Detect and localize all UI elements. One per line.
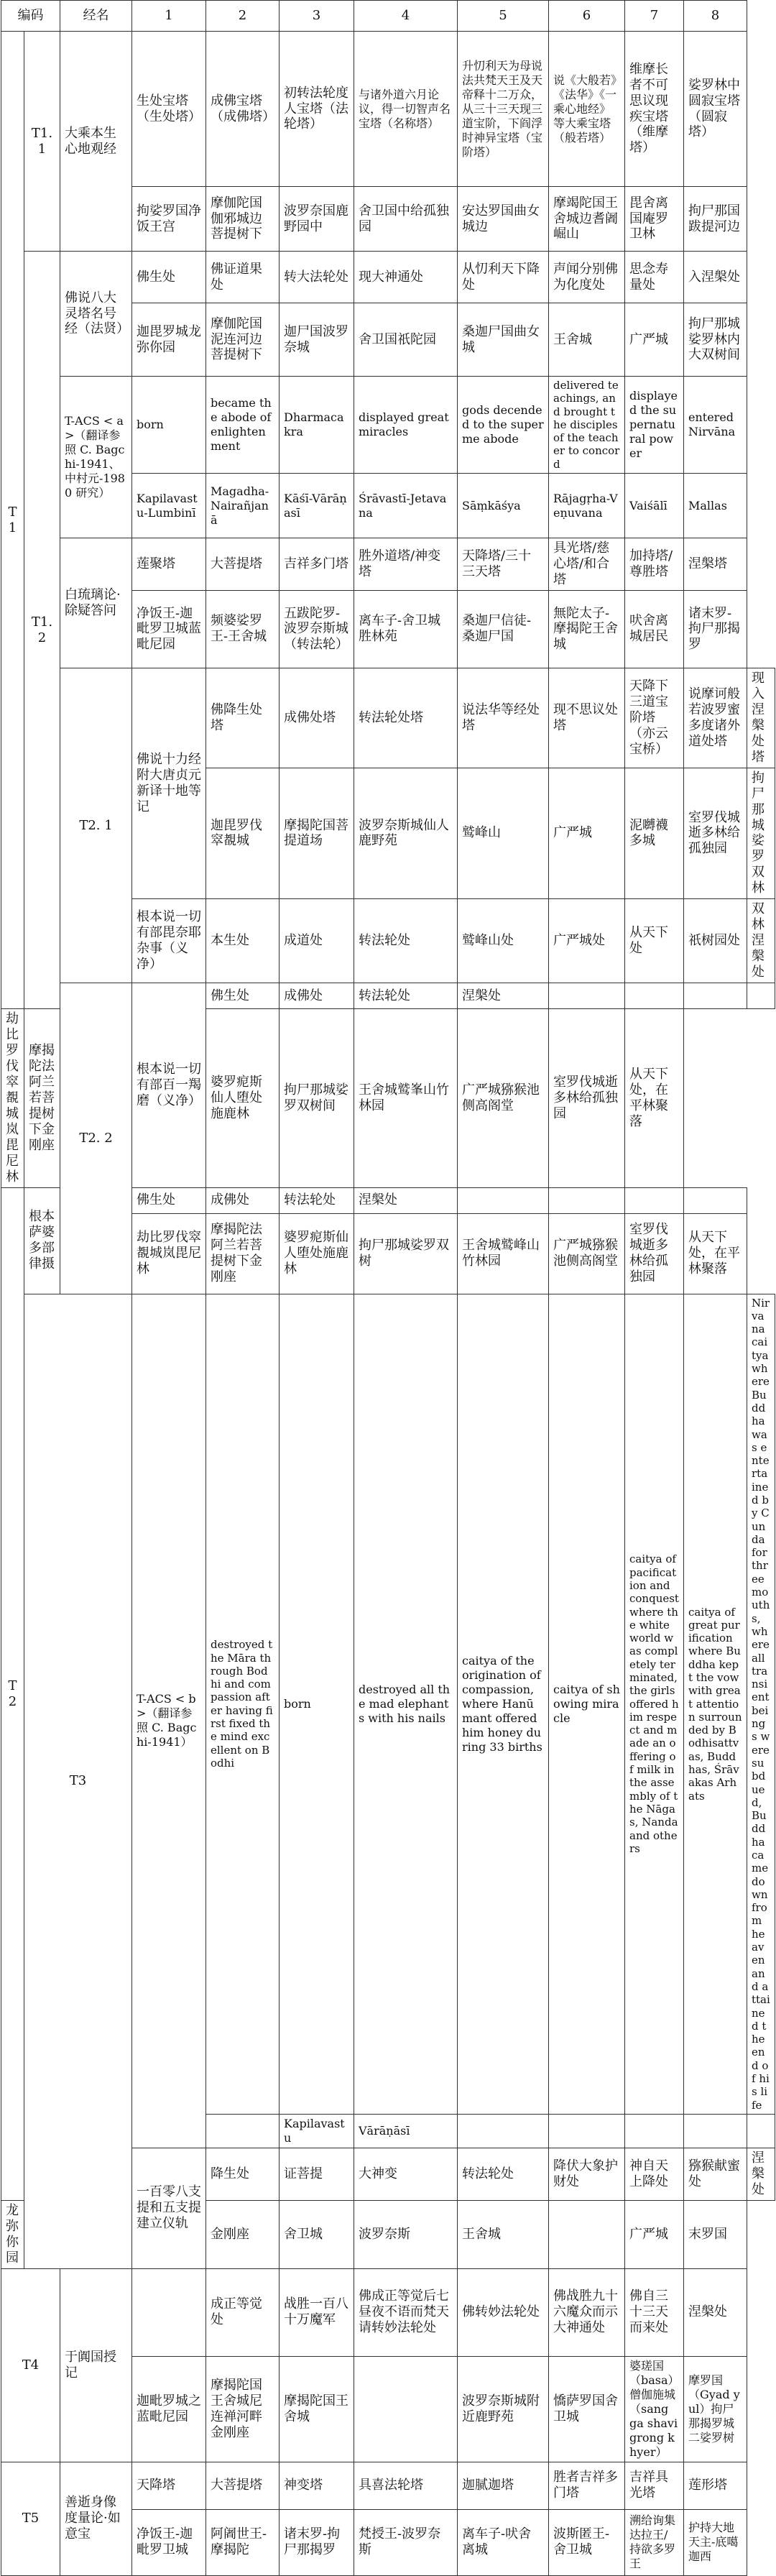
table-cell: displayed great miracles [354,377,458,474]
table-cell: 金刚座 [206,2200,280,2268]
table-cell: 王舍城鹫峯山竹林园 [354,1009,458,1187]
subgroup-label: T1. 2 [24,252,60,1009]
table-cell: 涅槃塔 [684,538,747,591]
table-cell: Magadha-Nairañjanā [206,474,280,538]
table-cell: 说法华等经处塔 [458,668,549,768]
table-cell: 加持塔/尊胜塔 [625,538,684,591]
table-cell: 大菩提塔 [206,538,280,591]
table-cell: Nirvana caitya where Buddha was entertained by Cunda for three mouths, where all transient beings were subdued, Buddha came down from heaven and attained the end of his life [747,1294,775,2114]
table-cell: 证菩提 [280,2148,354,2200]
table-cell: Dharmacakra [280,377,354,474]
table-cell: 室罗伐城逝多林给孤独园 [625,1213,684,1294]
table-cell [684,1187,747,1213]
table-cell: gods decended to the superme abode [458,377,549,474]
table-cell: 初转法轮度人宝塔（法轮塔） [280,32,354,187]
table-cell: 波斯匿王-舍卫城 [549,2509,625,2575]
table-cell: Kapilavastu [280,2114,354,2148]
table-cell: 降生处 [206,2148,280,2200]
header-col: 6 [549,1,625,32]
header-row [1,1,775,32]
table-cell [458,2114,549,2148]
table-row [1,377,775,474]
table-cell: 摩揭陀国王舍城 [280,2356,354,2462]
table-cell: 护持大地天主-底噶迦西 [684,2509,747,2575]
table-cell: 劫比罗伐窣覩城岚毘尼林 [132,1213,206,1294]
table-cell: 广严城猕猴池侧高阁堂 [458,1009,549,1187]
table-cell: 降伏大象护财处 [549,2148,625,2200]
table-cell: Kapilavastu-Lumbinī [132,474,206,538]
table-cell [625,983,684,1009]
table-cell: 天降塔 [132,2462,206,2509]
stupa-comparison-table [1,0,775,2576]
source-title: 佛说八大灵塔名号经（法贤） [60,252,132,377]
table-cell: 摩伽陀国伽邪城边菩提树下 [206,187,280,252]
table-cell: 佛生处 [132,1187,206,1213]
table-cell: 成正等觉处 [206,2268,280,2356]
table-cell: 说摩诃般若波罗蜜多度诸外道处塔 [684,668,747,768]
table-cell: 王舍城 [458,2200,549,2268]
table-cell: 佛战胜九十六魔众而示大神通处 [549,2268,625,2356]
table-cell: 迦毘罗伐窣覩城 [206,768,280,899]
table-cell: 生处宝塔（生处塔） [132,32,206,187]
header-sutra: 经名 [60,1,132,32]
table-cell: 大神变 [354,2148,458,2200]
table-cell: 思念寿量处 [625,252,684,303]
table-cell: 拘娑罗国净饭王宫 [132,187,206,252]
table-cell: displayed the supernatural power [625,377,684,474]
table-cell: 波罗奈国鹿野园中 [280,187,354,252]
table-cell: 转法轮处塔 [354,668,458,768]
table-cell: 离车子-舍卫城胜林苑 [354,590,458,668]
table-cell: 吠舍离城居民 [625,590,684,668]
table-cell: 迦尸国波罗奈城 [280,303,354,377]
table-cell [458,1187,549,1213]
table-cell: 吉祥具光塔 [625,2462,684,2509]
table-cell: 从天下处 [625,899,684,983]
table-cell: 胜者吉祥多门塔 [549,2462,625,2509]
table-cell: 神自天上降处 [625,2148,684,2200]
table-cell: 净饭王-迦毗罗卫城 [132,2509,206,2575]
table-cell: Rājagṛha-Veṇuvana [549,474,625,538]
table-cell [684,983,747,1009]
table-cell: 拘尸那城娑罗林内大双树间 [684,303,747,377]
table-cell: 具光塔/慈心塔/和合塔 [549,538,625,591]
table-cell: 波罗奈斯城附近鹿野苑 [458,2356,549,2462]
table-cell: born [280,1294,354,2114]
table-cell: 从忉利天下降处 [458,252,549,303]
table-cell: 广严城 [625,303,684,377]
table-row [1,538,775,591]
table-cell: 拘尸那城娑罗双林 [747,768,775,899]
table-cell: 五跋陀罗-波罗奈斯城（转法轮） [280,590,354,668]
table-cell: 婆瑳国（basa）僧伽施城（sang ga shavi grong khyer） [625,2356,684,2462]
table-cell: 具喜法轮塔 [354,2462,458,2509]
source-title: 于阗国授记 [60,2268,132,2462]
table-row [1,1294,775,2114]
table-cell: 梵授王-波罗奈斯 [354,2509,458,2575]
source-title: 一百零八支提和五支提建立仪轨 [132,2148,206,2268]
table-cell: 祇树园处 [684,899,747,983]
table-cell: 桑迦尸国曲女城 [458,303,549,377]
table-row [1,983,775,1009]
table-cell: 室罗伐城逝多林给孤独园 [684,768,747,899]
table-cell: 鹫峰山 [458,768,549,899]
table-cell: 拘尸那城娑罗双树间 [280,1009,354,1187]
table-cell: 从天下处，在平林聚落 [684,1213,747,1294]
table-cell: 转大法轮处 [280,252,354,303]
table-cell: 鹫峰山处 [458,899,549,983]
table-cell: 拘尸那国跋提河边 [684,187,747,252]
table-cell: 龙弥你园 [1,2200,24,2268]
table-cell: 泥嚩襪多城 [625,768,684,899]
table-cell: 神变塔 [280,2462,354,2509]
table-cell: 战胜一百八十万魔军 [280,2268,354,2356]
table-cell: 成佛处 [206,1187,280,1213]
table-cell [549,1187,625,1213]
table-cell: 维摩长者不可思议现疾宝塔（维摩塔） [625,32,684,187]
table-cell [747,2114,775,2148]
table-cell: entered Nirvāna [684,377,747,474]
table-cell: born [132,377,206,474]
table-cell: 与诸外道六月论议，得一切智声名宝塔（名称塔） [354,32,458,187]
table-cell: 毘舍离国庵罗卫林 [625,187,684,252]
table-cell: 入涅槃处 [684,252,747,303]
table-cell: 安达罗国曲女城边 [458,187,549,252]
table-cell: caitya of pacification and conquest where the white world was completely terminated, the girls offered him respect and made an offering of milk in the assembly of the Nāgas, Nanda and others [625,1294,684,2114]
table-cell: 转法轮处 [458,2148,549,2200]
group-label: T4 [1,2268,60,2462]
table-cell [684,2114,747,2148]
table-cell: 升忉利天为母说法共梵天王及天帝释十二万众，从三十三天现三道宝阶，下阎浮时神异宝塔（宝阶塔） [458,32,549,187]
table-cell: 舍卫国中给孤独园 [354,187,458,252]
table-cell: Vārāṇāsī [354,2114,458,2148]
table-cell: 声闻分别佛为化度处 [549,252,625,303]
table-row [1,252,775,303]
table-cell: 成道处 [280,899,354,983]
source-title: T-ACS < a >（翻译参照 C. Bagchi-1941、中村元-1980 研究） [60,377,132,538]
table-cell: 迦腻迦塔 [458,2462,549,2509]
table-cell: 摩揭陀法阿兰若菩提树下金刚座 [206,1213,280,1294]
table-cell: 桑迦尸信徒-桑迦尸国 [458,590,549,668]
table-cell: delivered teachings, and brought the disciples of the teacher to concord [549,377,625,474]
table-cell: 舍卫城 [280,2200,354,2268]
source-title: 大乘本生心地观经 [60,32,132,252]
source-title: 白琉璃论·除疑答问 [60,538,132,668]
table-row [1,32,775,187]
table-cell: 广严城处 [549,899,625,983]
header-code: 编码 [1,1,60,32]
header-col: 2 [206,1,280,32]
table-cell: 成佛处塔 [280,668,354,768]
group-label: T5 [1,2462,60,2575]
table-cell: 末罗国 [684,2200,747,2268]
table-cell: 诸末罗-拘尸那揭罗 [684,590,747,668]
table-cell: 溯给询集达拉王/持欲多罗王 [625,2509,684,2575]
table-cell: 诸末罗-拘尸那揭罗 [280,2509,354,2575]
table-cell: 净饭王-迦毗罗卫城蓝毗尼园 [132,590,206,668]
table-cell: 婆罗痆斯仙人堕处施鹿林 [280,1213,354,1294]
table-cell: 摩揭陀国菩提道场 [280,768,354,899]
table-cell [354,2356,458,2462]
table-cell [549,983,625,1009]
table-cell: 转法轮处 [280,1187,354,1213]
table-cell [549,2114,625,2148]
table-cell: 双林涅槃处 [747,899,775,983]
table-row [1,668,775,768]
table-cell: 佛证道果处 [206,252,280,303]
table-cell: 离车子-吠舍离城 [458,2509,549,2575]
table-cell: 佛成正等觉后七昼夜不语而梵天请转妙法轮处 [354,2268,458,2356]
table-cell: 摩竭陀国王舍城边耆阇崛山 [549,187,625,252]
table-cell: 摩揭陀法阿兰若菩提树下金刚座 [24,1009,60,1187]
table-cell: 佛降生处塔 [206,668,280,768]
table-cell: destroyed the Māra through Bodhi and compassion after having first fixed the mind excellent on Bodhi [206,1294,280,2114]
table-cell: 转法轮处 [354,899,458,983]
table-cell: 涅槃处 [354,1187,458,1213]
table-cell: 阿阇世王-摩揭陀 [206,2509,280,2575]
table-cell: 广严城 [625,2200,684,2268]
source-title: T-ACS < b >（翻译参照 C. Bagchi-1941） [132,1294,206,2148]
table-cell [625,1187,684,1213]
table-cell: caitya of great purification where Buddha kept the vow with great attention surrounded by Bodhisattvas, Buddhas, Śrāvakas Arhats [684,1294,747,2114]
header-col: 4 [354,1,458,32]
table-cell: Kāśī-Vārāṇasī [280,474,354,538]
table-cell: 佛生处 [206,983,280,1009]
table-cell: 涅槃处 [684,2268,747,2356]
source-title: 根本说一切有部百一羯磨（义净） [132,983,206,1187]
table-cell: 天降下三道宝阶塔（亦云宝桥） [625,668,684,768]
table-cell: 王舍城 [549,303,625,377]
header-col: 5 [458,1,549,32]
table-cell: Mallas [684,474,747,538]
table-cell: Sāṃkāśya [458,474,549,538]
table-cell: 婆罗痆斯仙人堕处施鹿林 [206,1009,280,1187]
table-cell: 無陀太子-摩揭陀王舍城 [549,590,625,668]
table-cell: 波罗奈斯城仙人鹿野苑 [354,768,458,899]
table-cell: 王舍城鹫峰山竹林园 [458,1213,549,1294]
group-label: T1 [1,32,24,1009]
table-row [1,2462,775,2509]
group-label: T2 [1,1187,24,2200]
table-cell [132,2268,206,2356]
table-cell: 佛转妙法轮处 [458,2268,549,2356]
source-title: 佛说十力经附大唐贞元新译十地等记 [132,668,206,898]
table-cell: 娑罗林中圆寂宝塔（圆寂塔） [684,32,747,187]
table-cell: 室罗伐城逝多林给孤独园 [549,1009,625,1187]
table-cell: 摩罗国（Gyad yul）拘尸那揭罗城二娑罗树 [684,2356,747,2462]
table-cell: 天降塔/三十三天塔 [458,538,549,591]
subgroup-label: T2. 1 [60,668,132,983]
table-cell: 佛自三十三天而来处 [625,2268,684,2356]
table-cell: became the abode of enlightenment [206,377,280,474]
table-cell: 涅槃处 [747,2148,775,2200]
table-cell [625,2114,684,2148]
table-cell: 广严城猕猴池侧高阁堂 [549,1213,625,1294]
table-cell: 从天下处，在平林聚落 [625,1009,684,1187]
table-cell: Śrāvastī-Jetavana [354,474,458,538]
table-row [1,2268,775,2356]
table-cell: 现入涅槃处塔 [747,668,775,768]
header-col: 7 [625,1,684,32]
table-cell: 莲聚塔 [132,538,206,591]
table-cell: 佛生处 [132,252,206,303]
table-cell: 频婆娑罗王-王舍城 [206,590,280,668]
table-cell: 涅槃处 [458,983,549,1009]
group-label: T3 [24,1294,132,2268]
header-col: 8 [684,1,747,32]
table-cell: 摩揭陀国王舍城尼连禅河畔金刚座 [206,2356,280,2462]
header-col: 3 [280,1,354,32]
table-cell: 劫比罗伐窣覩城岚毘尼林 [1,1009,24,1187]
table-cell: 成佛宝塔（成佛塔） [206,32,280,187]
table-cell: 猕猴献蜜处 [684,2148,747,2200]
table-cell: 说《大般若》《法华》《一乘心地经》等大乘宝塔（般若塔） [549,32,625,187]
table-cell: 胜外道塔/神变塔 [354,538,458,591]
table-cell: 现不思议处塔 [549,668,625,768]
table-cell: 广严城 [549,768,625,899]
table-cell: caitya of showing miracle [549,1294,625,2114]
subgroup-label: T1. 1 [24,32,60,252]
table-cell [549,2200,625,2268]
source-title: 善逝身像度量论·如意宝 [60,2462,132,2575]
source-title: 根本说一切有部毘奈耶杂事（义净） [132,899,206,983]
table-cell: 迦毘罗城龙弥你园 [132,303,206,377]
table-cell: 本生处 [206,899,280,983]
table-cell: 波罗奈斯 [354,2200,458,2268]
table-cell: 摩伽陀国泥连河边菩提树下 [206,303,280,377]
header-col: 1 [132,1,206,32]
table-cell: 吉祥多门塔 [280,538,354,591]
table-cell: caitya of the origination of compassion, where Hanūmant offered him honey during 33 births [458,1294,549,2114]
table-cell: 舍卫国祇陀园 [354,303,458,377]
subgroup-label: T2. 2 [60,983,132,1294]
table-cell: 莲形塔 [684,2462,747,2509]
table-cell: destroyed all the mad elephants with his nails [354,1294,458,2114]
table-cell: Vaiśālī [625,474,684,538]
table-cell: 大菩提塔 [206,2462,280,2509]
table-cell: 转法轮处 [354,983,458,1009]
table-cell: 迦毗罗城之蓝毗尼园 [132,2356,206,2462]
table-cell: 憍萨罗国舍卫城 [549,2356,625,2462]
table-cell [747,983,775,1009]
table-cell: 拘尸那城娑罗双树 [354,1213,458,1294]
table-cell [206,2114,280,2148]
source-title: 根本萨婆多部律摄 [24,1187,60,1294]
table-cell: 成佛处 [280,983,354,1009]
table-cell: 现大神通处 [354,252,458,303]
